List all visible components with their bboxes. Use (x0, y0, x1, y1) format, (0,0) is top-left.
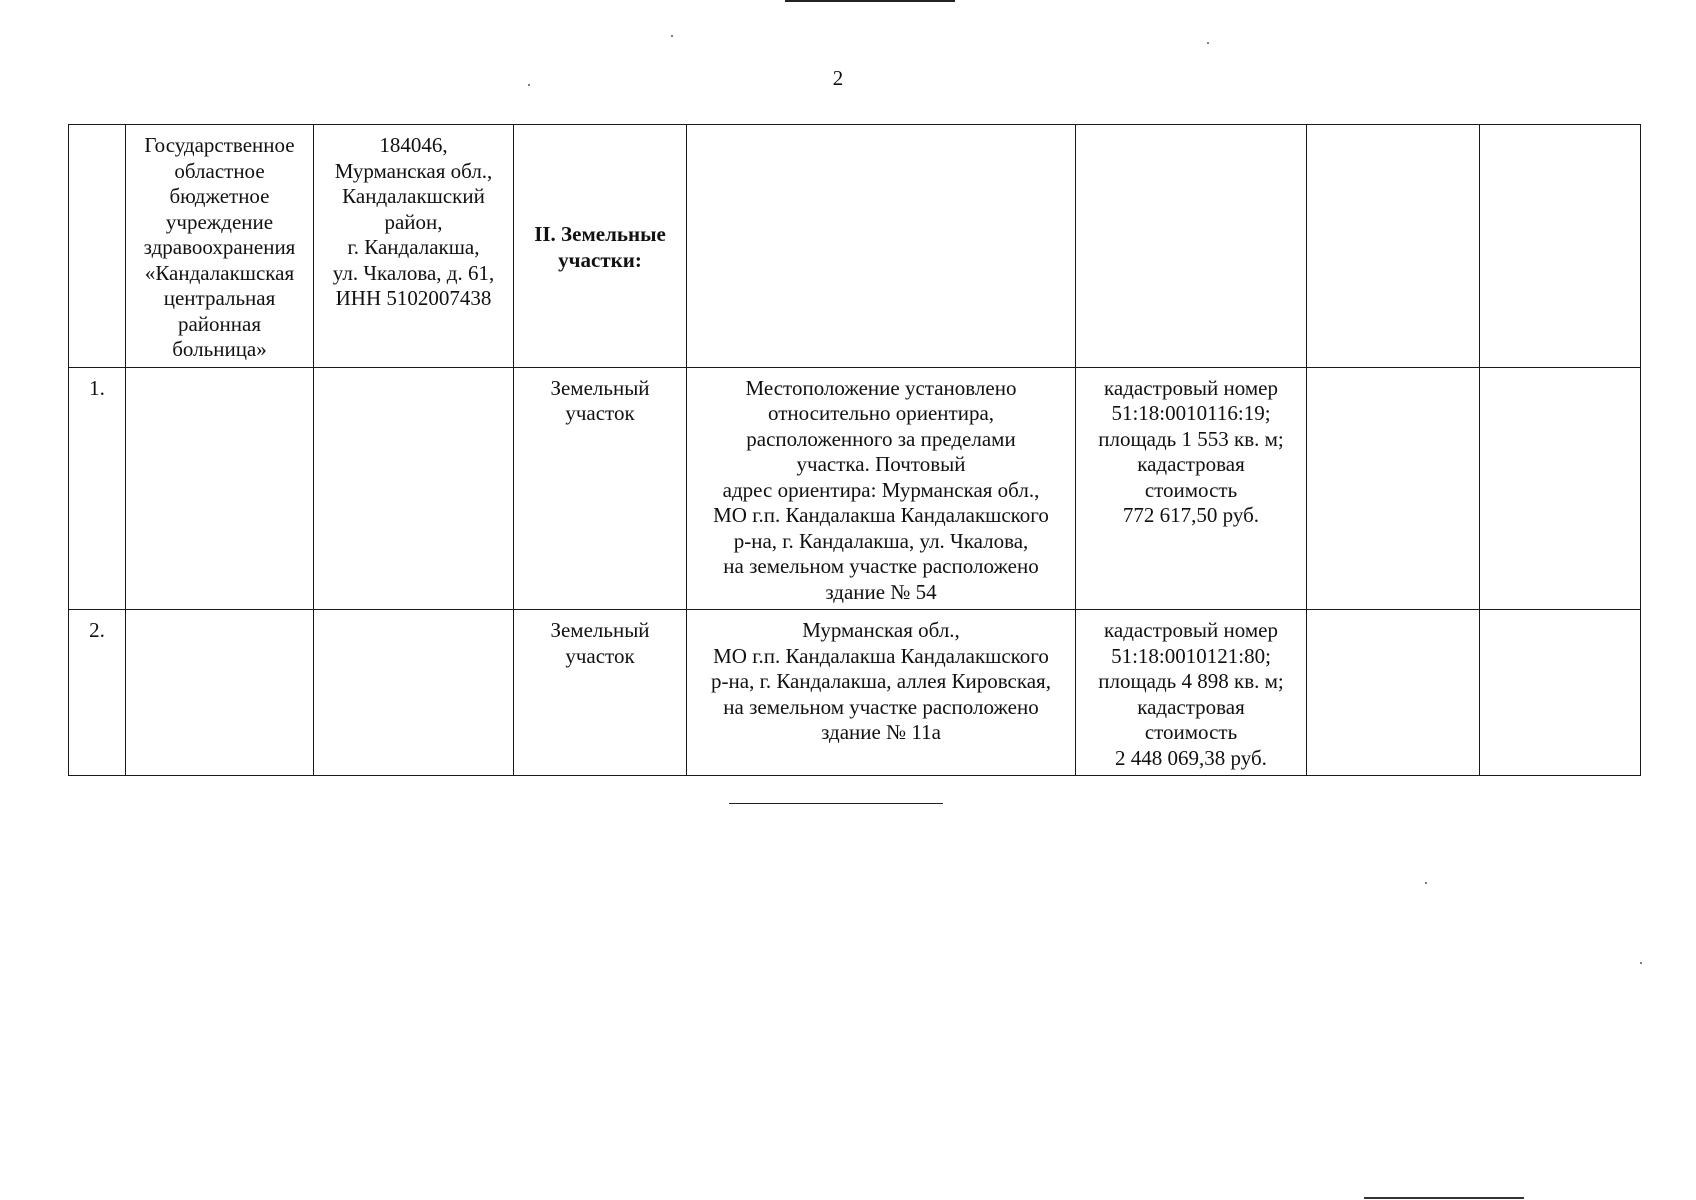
organization-cell (126, 367, 314, 610)
characteristics-cell: кадастровый номер 51:18:0010121:80; площадь 4 898 кв. м; кадастровая стоимость 2 448 069,38 руб. (1076, 610, 1307, 776)
organization-address-cell: 184046, Мурманская обл., Кандалакшский район, г. Кандалакша, ул. Чкалова, д. 61, ИНН 5102007438 (314, 125, 514, 368)
scan-speck (1640, 962, 1642, 964)
organization-cell: Государственное областное бюджетное учреждение здравоохранения «Кандалакшская центральная районная больница» (126, 125, 314, 368)
empty-cell (1480, 610, 1641, 776)
location-cell (687, 125, 1076, 368)
table-row (69, 125, 1641, 368)
empty-cell (1307, 125, 1480, 368)
empty-cell (1307, 610, 1480, 776)
property-table (68, 124, 1641, 776)
empty-cell (1480, 367, 1641, 610)
table-row (69, 610, 1641, 776)
row-number-cell: 2. (69, 610, 126, 776)
organization-address-cell (314, 610, 514, 776)
empty-cell (1480, 125, 1641, 368)
bottom-edge-rule (1364, 1197, 1524, 1199)
end-of-table-rule (729, 803, 943, 804)
location-cell: Мурманская обл., МО г.п. Кандалакша Кандалакшского р-на, г. Кандалакша, аллея Кировская, на земельном участке расположено здание № 11а (687, 610, 1076, 776)
top-edge-rule (785, 0, 955, 2)
empty-cell (1307, 367, 1480, 610)
property-name-cell: Земельный участок (514, 367, 687, 610)
scan-speck (1207, 42, 1209, 44)
row-number-cell: 1. (69, 367, 126, 610)
location-cell: Местоположение установлено относительно ориентира, расположенного за пределами участка. Почтовый адрес ориентира: Мурманская обл., МО г.п. Кандалакша Кандалакшского р-на, г. Кандалакша, ул. Чкалова, на земельном участке расположено здание № 54 (687, 367, 1076, 610)
scan-speck (671, 35, 673, 37)
row-number-cell (69, 125, 126, 368)
page-number: 2 (832, 66, 844, 90)
table-row (69, 367, 1641, 610)
organization-cell (126, 610, 314, 776)
characteristics-cell: кадастровый номер 51:18:0010116:19; площадь 1 553 кв. м; кадастровая стоимость 772 617,50 руб. (1076, 367, 1307, 610)
organization-address-cell (314, 367, 514, 610)
scan-speck (528, 84, 530, 86)
property-name-cell: Земельный участок (514, 610, 687, 776)
section-heading-cell: II. Земельные участки: (514, 125, 687, 368)
characteristics-cell (1076, 125, 1307, 368)
scan-speck (1425, 882, 1427, 884)
